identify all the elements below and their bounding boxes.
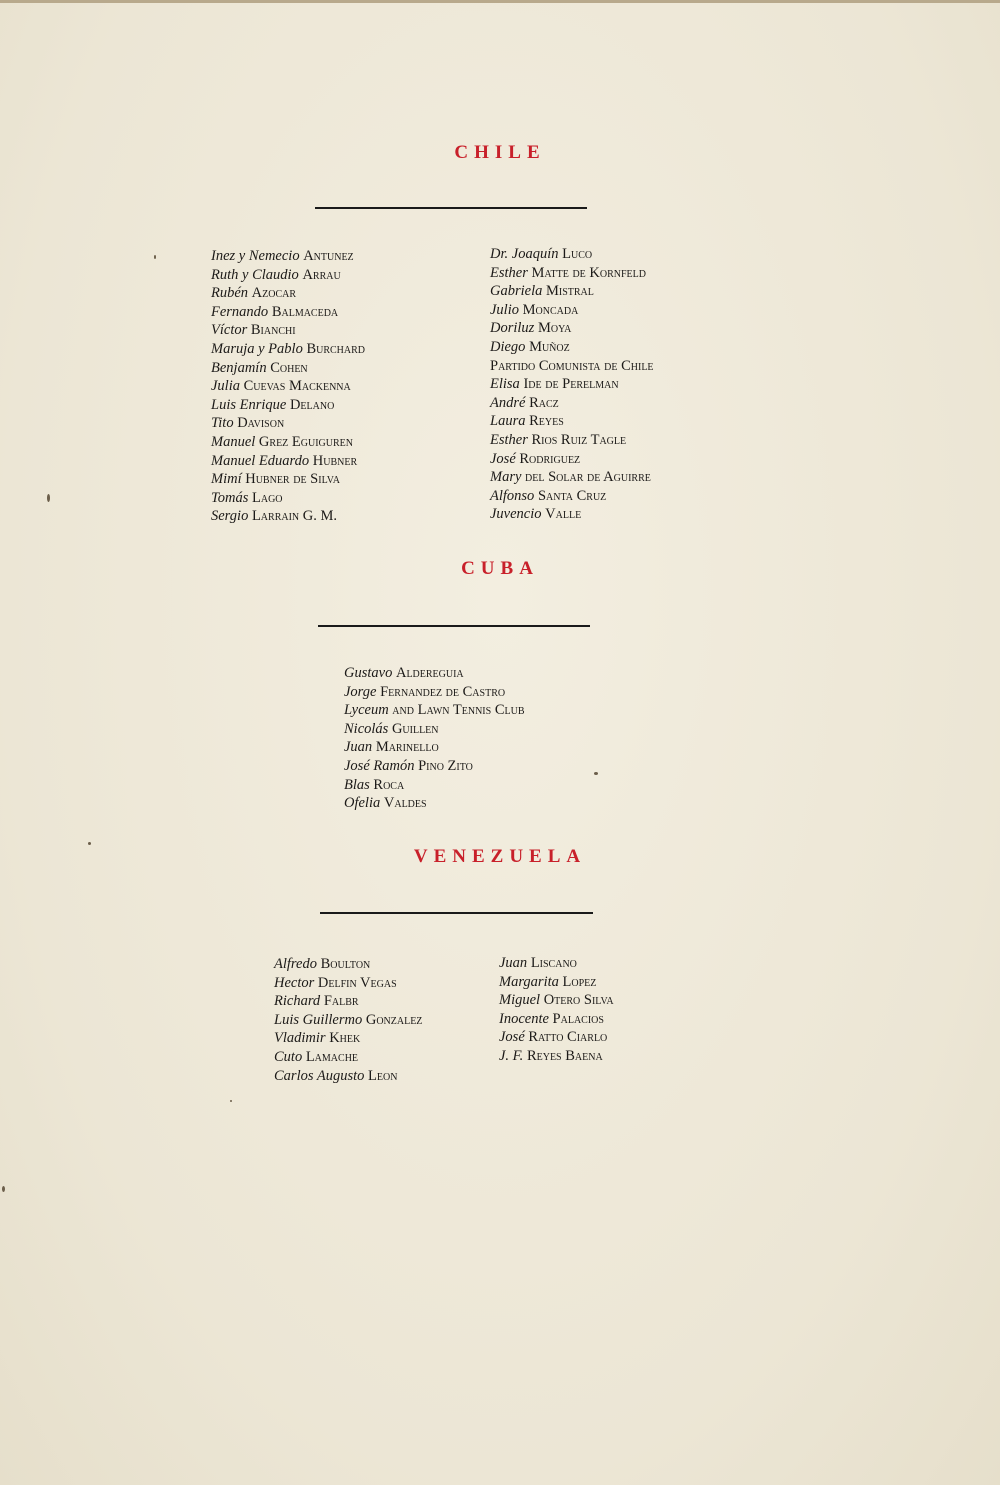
given-name: Julia (211, 378, 240, 395)
family-name: Rios Ruiz Tagle (531, 431, 627, 448)
name-entry (211, 340, 365, 359)
given-name: Alfredo (274, 956, 317, 972)
family-name: Palacios (552, 1010, 604, 1027)
family-name: Leon (368, 1067, 398, 1084)
section-divider-venezuela (320, 912, 593, 914)
paper-speck (230, 1100, 232, 1102)
cuba-column (344, 664, 525, 813)
given-name: Víctor (211, 322, 248, 339)
name-entry (490, 450, 654, 469)
name-entry (344, 738, 525, 757)
section-heading-chile: CHILE (454, 142, 546, 163)
given-name: Lyceum (344, 702, 389, 719)
given-name: Benjamín (211, 359, 267, 376)
family-name: Mistral (545, 283, 594, 300)
given-name: Jorge (344, 683, 377, 700)
given-name: Rubén (211, 285, 249, 302)
paper-speck (47, 494, 50, 502)
given-name: Manuel (211, 433, 256, 450)
name-entry (490, 468, 654, 487)
section-divider-cuba (318, 625, 590, 627)
given-name: José (490, 450, 516, 467)
name-entry (274, 992, 422, 1011)
family-name: Balmaceda (271, 303, 339, 320)
family-name: Roca (373, 776, 405, 793)
name-entry (344, 794, 525, 813)
name-entry (211, 452, 365, 471)
name-entry (490, 505, 654, 524)
name-entry (490, 282, 654, 301)
family-name: Santa Cruz (537, 487, 607, 504)
given-name: Maruja y Pablo (211, 340, 303, 357)
paper-speck (154, 255, 156, 259)
family-name: Antunez (303, 248, 354, 264)
given-name: Ofelia (344, 795, 381, 812)
given-name: Mary (490, 469, 522, 486)
name-entry (211, 247, 365, 266)
family-name: Partido Comunista de Chile (490, 357, 654, 374)
family-name: Otero Silva (543, 992, 614, 1009)
name-entry (211, 321, 365, 340)
given-name: Gabriela (490, 283, 543, 300)
name-entry (274, 1029, 422, 1048)
given-name: Diego (490, 338, 526, 355)
given-name: Sergio (211, 508, 249, 525)
family-name: Ide de Perelman (523, 376, 619, 393)
family-name: Moncada (522, 301, 579, 318)
family-name: Rodriguez (519, 450, 581, 467)
given-name: Nicolás (344, 720, 389, 737)
name-entry (274, 1048, 422, 1067)
given-name: Inez y Nemecio (211, 248, 300, 264)
name-entry (211, 414, 365, 433)
name-entry (490, 357, 654, 376)
name-entry (211, 489, 365, 508)
family-name: del Solar de Aguirre (525, 469, 651, 486)
section-divider-chile (315, 207, 587, 209)
name-entry (499, 954, 614, 973)
family-name: Burchard (306, 340, 366, 357)
family-name: Marinello (375, 739, 439, 756)
paper-speck (2, 1186, 5, 1192)
family-name: Ratto Ciarlo (528, 1029, 608, 1046)
family-name: Grez Eguiguren (258, 433, 353, 450)
name-entry (499, 973, 614, 992)
family-name: Delfin Vegas (317, 974, 397, 991)
family-name: Pino Zito (418, 757, 473, 774)
paper-speck (594, 772, 598, 775)
given-name: Mimí (211, 471, 242, 488)
family-name: Guillen (391, 720, 439, 737)
name-entry (490, 375, 654, 394)
family-name: Matte de Kornfeld (531, 264, 646, 281)
given-name: Laura (490, 413, 526, 430)
given-name: Esther (490, 264, 528, 281)
given-name: Luis Guillermo (274, 1011, 363, 1028)
name-entry (499, 1047, 614, 1066)
name-entry (490, 412, 654, 431)
given-name: Margarita (499, 973, 559, 990)
family-name: and Lawn Tennis Club (392, 702, 525, 719)
name-entry (344, 664, 525, 683)
given-name: Vladimir (274, 1030, 326, 1047)
name-entry (211, 377, 365, 396)
name-entry (490, 338, 654, 357)
family-name: Davison (237, 415, 285, 432)
given-name: Miguel (499, 992, 541, 1009)
family-name: Fernandez de Castro (380, 683, 506, 700)
name-entry (490, 245, 654, 264)
given-name: Juvencio (490, 506, 542, 523)
name-entry (344, 757, 525, 776)
family-name: Arrau (302, 266, 341, 283)
name-entry (211, 396, 365, 415)
name-entry (344, 683, 525, 702)
chile-left-column (211, 247, 365, 526)
name-entry (490, 264, 654, 283)
family-name: Reyes (529, 413, 564, 430)
name-entry (499, 991, 614, 1010)
given-name: Fernando (211, 303, 269, 320)
family-name: Hubner de Silva (245, 471, 340, 488)
family-name: Falbr (323, 993, 359, 1010)
given-name: Ruth y Claudio (211, 266, 299, 283)
family-name: Cuevas Mackenna (243, 378, 351, 395)
family-name: Reyes Baena (526, 1047, 603, 1064)
given-name: Alfonso (490, 487, 535, 504)
given-name: Dr. Joaquín (490, 246, 559, 262)
given-name: Hector (274, 974, 315, 991)
page-top-edge (0, 0, 1000, 3)
family-name: Gonzalez (365, 1011, 423, 1028)
name-entry (499, 1028, 614, 1047)
name-entry (344, 701, 525, 720)
given-name: Richard (274, 993, 321, 1010)
name-entry (490, 394, 654, 413)
name-entry (274, 1011, 422, 1030)
given-name: Gustavo (344, 665, 393, 681)
chile-right-column (490, 245, 654, 524)
given-name: Julio (490, 301, 519, 318)
name-entry (211, 303, 365, 322)
given-name: José Ramón (344, 757, 415, 774)
family-name: Lopez (562, 973, 597, 990)
section-heading-cuba: CUBA (461, 558, 539, 579)
given-name: Inocente (499, 1010, 549, 1027)
name-entry (490, 301, 654, 320)
section-heading-venezuela: VENEZUELA (413, 846, 587, 867)
family-name: Delano (289, 396, 335, 413)
given-name: Manuel Eduardo (211, 452, 310, 469)
given-name: José (499, 1029, 525, 1046)
given-name: Juan (344, 739, 373, 756)
given-name: Blas (344, 776, 370, 793)
name-entry (490, 431, 654, 450)
family-name: Bianchi (250, 322, 296, 339)
name-entry (344, 776, 525, 795)
name-entry (211, 284, 365, 303)
name-entry (490, 319, 654, 338)
given-name: Luis Enrique (211, 396, 287, 413)
family-name: Luco (562, 246, 593, 262)
name-entry (211, 266, 365, 285)
family-name: Lago (251, 489, 283, 506)
family-name: Muñoz (529, 338, 570, 355)
venezuela-left-column (274, 955, 422, 1085)
family-name: Racz (529, 394, 559, 411)
given-name: Carlos Augusto (274, 1067, 365, 1084)
name-entry (274, 1067, 422, 1086)
family-name: Liscano (530, 955, 577, 971)
name-entry (274, 955, 422, 974)
given-name: Elisa (490, 376, 520, 393)
paper-speck (88, 842, 91, 845)
family-name: Azocar (251, 285, 297, 302)
family-name: Hubner (312, 452, 358, 469)
given-name: André (490, 394, 526, 411)
family-name: Valdes (383, 795, 427, 812)
name-entry (211, 359, 365, 378)
family-name: Larrain G. M. (251, 508, 338, 525)
venezuela-right-column (499, 954, 614, 1066)
name-entry (211, 507, 365, 526)
given-name: Cuto (274, 1048, 303, 1065)
name-entry (211, 470, 365, 489)
family-name: Valle (545, 506, 582, 523)
family-name: Lamache (305, 1048, 359, 1065)
name-entry (499, 1010, 614, 1029)
given-name: Doriluz (490, 320, 535, 337)
given-name: Juan (499, 955, 528, 971)
family-name: Aldereguia (395, 665, 464, 681)
family-name: Boulton (320, 956, 371, 972)
name-entry (274, 974, 422, 993)
given-name: Tomás (211, 489, 249, 506)
given-name: Esther (490, 431, 528, 448)
family-name: Moya (537, 320, 572, 337)
given-name: J. F. (499, 1047, 524, 1064)
name-entry (344, 720, 525, 739)
family-name: Khek (329, 1030, 361, 1047)
family-name: Cohen (270, 359, 308, 376)
name-entry (490, 487, 654, 506)
name-entry (211, 433, 365, 452)
given-name: Tito (211, 415, 234, 432)
